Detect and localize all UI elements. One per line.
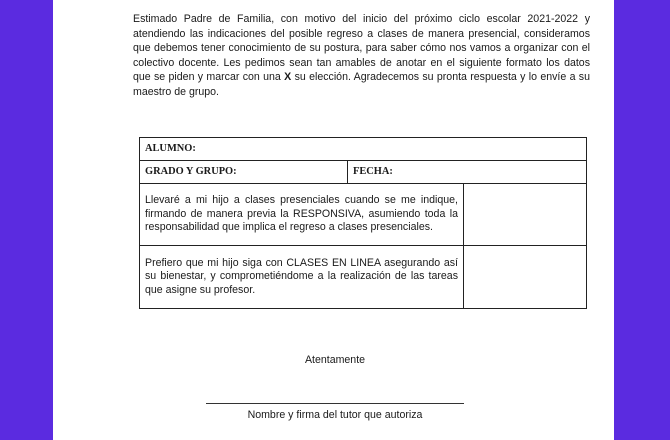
grado-grupo-field[interactable] <box>140 161 348 184</box>
fecha-field[interactable] <box>348 161 587 184</box>
option-presencial-text: Llevaré a mi hijo a clases presenciales cuando se me indique, firmando de manera previa la RESPONSIVA, asumiendo toda la responsabilidad que implica el regreso a clases presenciales. <box>140 184 464 246</box>
intro-text-after: su elección. Agradecemos su pronta respuesta y lo envíe a su maestro de grupo. <box>133 71 590 98</box>
option-en-linea-checkbox[interactable] <box>464 246 587 309</box>
alumno-field[interactable] <box>140 138 587 161</box>
survey-form-table <box>139 137 587 309</box>
intro-text-before: Estimado Padre de Familia, con motivo del inicio del próximo ciclo escolar 2021-2022 y atendiendo las indicaciones del posible regreso a clases de manera presencial, consideramos que debemos tener conocimiento de su postura, para saber cómo nos vamos a organizar con el colectivo docente. Les pedimos sean tan amables de anotar en el siguiente formato los datos que se piden y marcar con una <box>133 13 590 84</box>
signature-line[interactable] <box>206 403 464 404</box>
document-page <box>53 0 614 440</box>
signature-caption: Nombre y firma del tutor que autoriza <box>247 409 423 421</box>
closing-atentamente: Atentamente <box>304 354 366 366</box>
intro-paragraph <box>133 12 590 100</box>
option-en-linea-text: Prefiero que mi hijo siga con CLASES EN LINEA asegurando así su bienestar, y comprometiéndome a la realización de las tareas que asigne su profesor. <box>140 246 464 309</box>
grado-grupo-label: GRADO Y GRUPO: <box>145 166 237 178</box>
x-mark: X <box>284 71 292 84</box>
fecha-label: FECHA: <box>353 166 393 178</box>
option-presencial-checkbox[interactable] <box>464 184 587 246</box>
alumno-label: ALUMNO: <box>145 143 196 155</box>
